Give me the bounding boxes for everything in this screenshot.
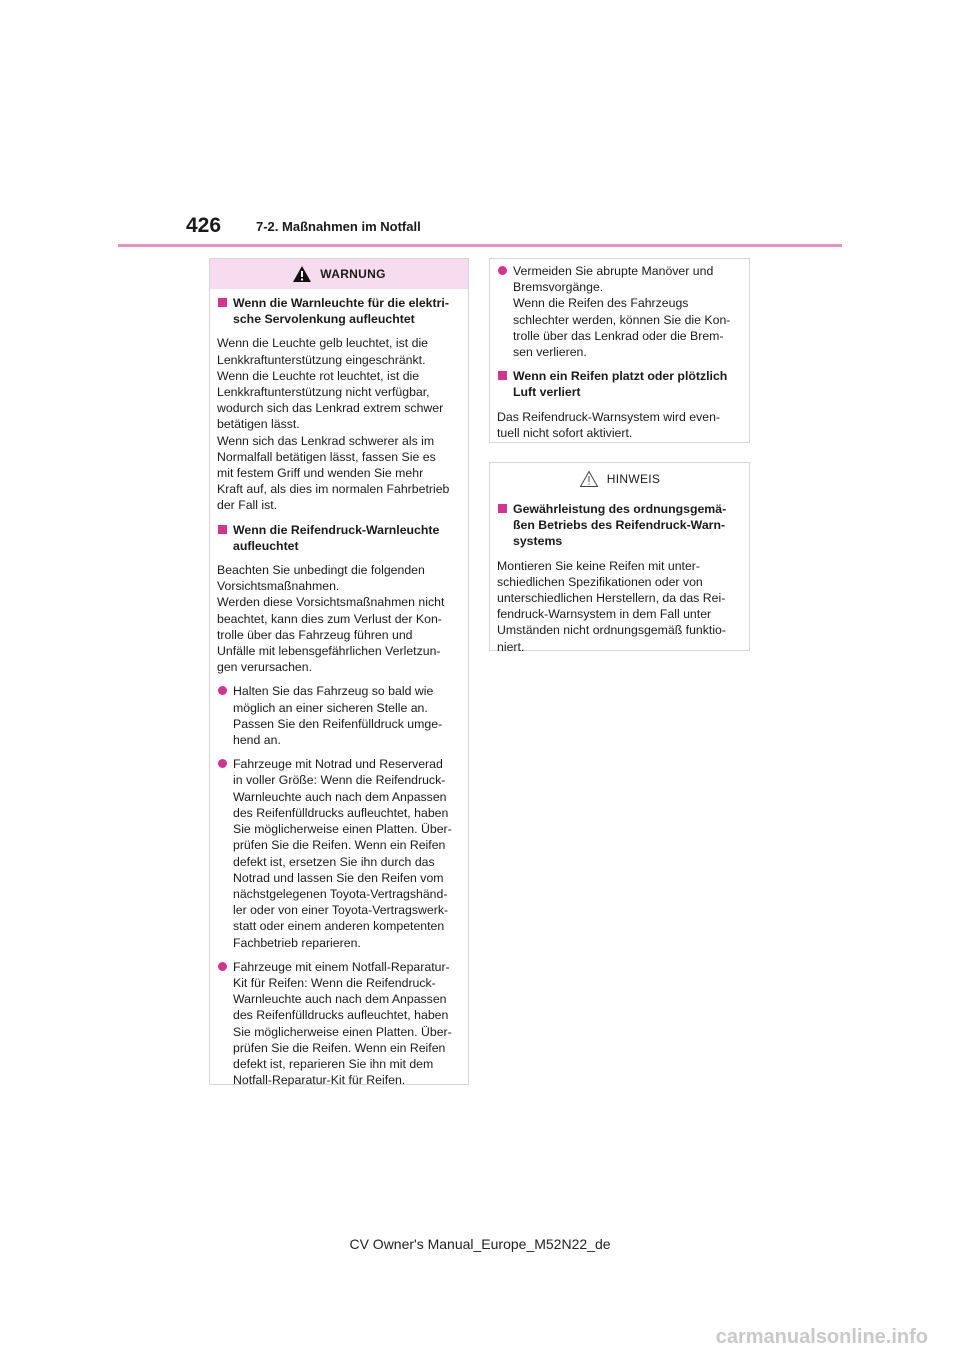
notice-triangle-icon bbox=[579, 470, 599, 488]
warning-heading-tire-pressure: Wenn die Reifendruck-Warnleuchte aufleuchtet bbox=[217, 522, 460, 554]
round-bullet-icon bbox=[218, 962, 227, 971]
notice-paragraph: Montieren Sie keine Reifen mit unter- schiedlichen Spezifikationen oder von unterschiedlichen Herstellern, da das Rei- fendruck-Warnsystem in dem Fall unter Umständen nicht ordnungsgemäß funktio- niert. bbox=[497, 558, 726, 654]
list-item: Vermeiden Sie abrupte Manöver und Bremsvorgänge. Wenn die Reifen des Fahrzeugs schlechter werden, können Sie die Kon- trolle über das Lenkrad oder die Brem- sen verlieren. bbox=[497, 263, 741, 360]
notice-title: HINWEIS bbox=[606, 472, 661, 486]
warning-box-continued bbox=[489, 258, 750, 443]
warning-paragraph-power-steering: Wenn die Leuchte gelb leuchtet, ist die Lenkkraftunterstützung eingeschränkt. Wenn die Leuchte rot leuchtet, ist die Lenkkraftunterstützung nicht verfügbar, wodurch sich das Lenkrad extrem schwer betätigen lässt. Wenn sich das Lenkrad schwerer als im Normalfall betätigen lässt, fassen Sie es mit festem Griff und wenden Sie mehr Kraft auf, als dies im normalen Fahrbetrieb der Fall ist. bbox=[217, 336, 450, 513]
notice-box-header bbox=[490, 463, 749, 495]
notice-box bbox=[489, 462, 750, 654]
square-bullet-icon bbox=[218, 298, 227, 307]
warning-triangle-icon bbox=[292, 265, 312, 283]
notice-heading: Gewährleistung des ordnungsgemä- ßen Betriebs des Reifendruck-Warn- systems bbox=[497, 501, 741, 550]
warning-title: WARNUNG bbox=[320, 267, 386, 281]
round-bullet-icon bbox=[498, 266, 507, 275]
header-rule bbox=[118, 244, 842, 247]
square-bullet-icon bbox=[498, 371, 507, 380]
section-title: 7-2. Maßnahmen im Notfall bbox=[256, 219, 421, 234]
warning-heading-tire-burst: Wenn ein Reifen platzt oder plötzlich Luft verliert bbox=[497, 368, 741, 400]
round-bullet-icon bbox=[218, 759, 227, 768]
list-item: Fahrzeuge mit Notrad und Reserverad in voller Größe: Wenn die Reifendruck- Warnleuchte auch nach dem Anpassen des Reifenfülldrucks aufleuchtet, haben Sie möglicherweise einen Platten. Über- prüfen Sie die Reifen. Wenn ein Reifen defekt ist, ersetzen Sie ihn durch das Notrad und lassen Sie den Reifen vom nächstgelegenen Toyota-Vertragshänd- ler oder von einer Toyota-Vertragswerk- statt oder einem anderen kompetenten Fachbetrieb reparieren. bbox=[217, 756, 460, 950]
warning-box bbox=[209, 258, 469, 1088]
watermark: carmanualsonline.info bbox=[715, 1326, 928, 1348]
list-item: Halten Sie das Fahrzeug so bald wie möglich an einer sicheren Stelle an. Passen Sie den Reifenfülldruck umge- hend an. bbox=[217, 683, 460, 748]
warning-heading-power-steering: Wenn die Warnleuchte für die elektri- sche Servolenkung aufleuchtet bbox=[217, 295, 460, 327]
square-bullet-icon bbox=[498, 504, 507, 513]
round-bullet-icon bbox=[218, 686, 227, 695]
warning-paragraph-tire-pressure: Beachten Sie unbedingt die folgenden Vorsichtsmaßnahmen. Werden diese Vorsichtsmaßnahmen nicht beachtet, kann dies zum Verlust der Kon- trolle über das Fahrzeug führen und Unfälle mit lebensgefährlichen Verletzun- gen verursachen. bbox=[217, 563, 445, 675]
warning-box-header bbox=[210, 259, 468, 289]
list-item: Fahrzeuge mit einem Notfall-Reparatur- Kit für Reifen: Wenn die Reifendruck- Warnleuchte auch nach dem Anpassen des Reifenfülldrucks aufleuchtet, haben Sie möglicherweise einen Platten. Über- prüfen Sie die Reifen. Wenn ein Reifen defekt ist, reparieren Sie ihn mit dem Notfall-Reparatur-Kit für Reifen. bbox=[217, 959, 460, 1089]
page-number: 426 bbox=[186, 214, 222, 237]
square-bullet-icon bbox=[218, 525, 227, 534]
warning-paragraph-tire-burst: Das Reifendruck-Warnsystem wird even- tuell nicht sofort aktiviert. bbox=[497, 409, 721, 440]
footer-manual-id: CV Owner's Manual_Europe_M52N22_de bbox=[349, 1236, 611, 1252]
